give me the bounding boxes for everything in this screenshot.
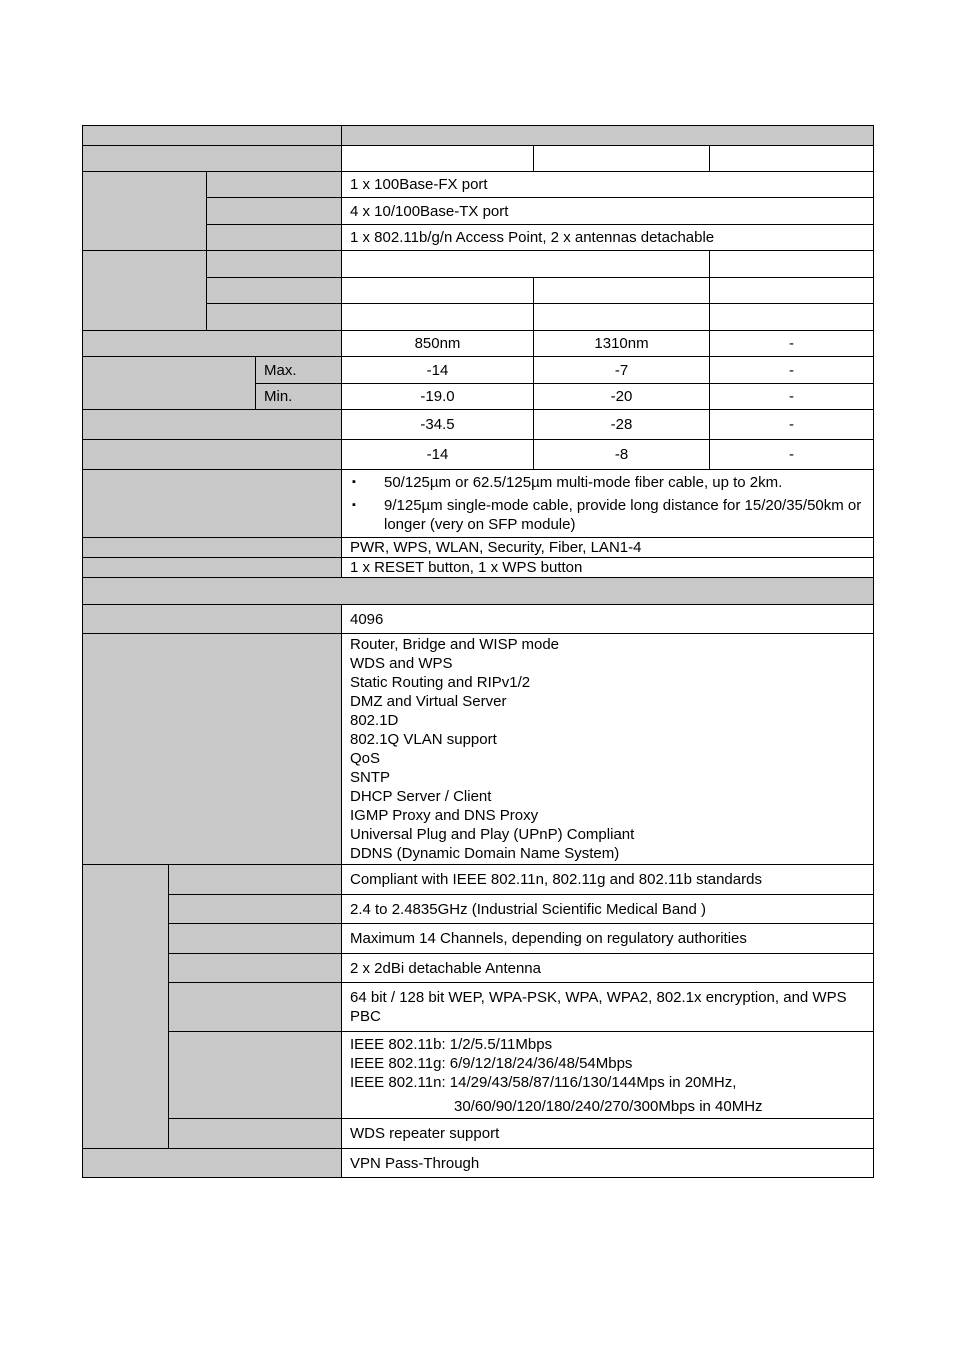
feature-item: 802.1Q VLAN support [350, 731, 497, 748]
wireless-security-label [169, 983, 342, 1032]
feature-item: Static Routing and RIPv1/2 [350, 674, 531, 691]
wireless-port-label [207, 225, 342, 251]
tx-power-label [83, 357, 256, 410]
distance-value-2 [534, 304, 710, 331]
button-label [83, 558, 342, 578]
mac-table-row [83, 605, 874, 634]
spec-sheet [82, 125, 873, 1178]
wireless-repeater-value: WDS repeater support [342, 1119, 874, 1149]
distance-value-1 [342, 304, 534, 331]
wireless-rates-label [169, 1032, 342, 1119]
distance-label [207, 304, 342, 331]
model-label-cell [83, 146, 342, 172]
header-value-cell [342, 126, 874, 146]
wireless-repeater-row [83, 1119, 874, 1149]
vpn-label [83, 1149, 342, 1178]
saturation-value-3: - [710, 440, 874, 470]
button-row [83, 558, 874, 578]
tx-max-value-2: -7 [534, 357, 710, 384]
feature-item: Router, Bridge and WISP mode [350, 636, 560, 653]
wavelength-value-2: 1310nm [534, 331, 710, 357]
tx-max-value-3: - [710, 357, 874, 384]
connector-label [207, 251, 342, 278]
vpn-row [83, 1149, 874, 1178]
saturation-value-2: -8 [534, 440, 710, 470]
sensitivity-value-2: -28 [534, 410, 710, 440]
tx-min-value-2: -20 [534, 384, 710, 410]
tx-min-value-1: -19.0 [342, 384, 534, 410]
software-section-row [83, 578, 874, 605]
lan-port-value: 4 x 10/100Base-TX port [342, 198, 874, 225]
led-row [83, 538, 874, 558]
wireless-rates-value [342, 1032, 874, 1119]
mac-table-value: 4096 [342, 605, 874, 634]
saturation-value-1: -14 [342, 440, 534, 470]
feature-item: DMZ and Virtual Server [350, 693, 507, 710]
list-item: ▪ 9/125µm single-mode cable, provide long distance for 15/20/35/50km or longer (very on SFP module) [352, 497, 862, 533]
led-value: PWR, WPS, WLAN, Security, Fiber, LAN1-4 [342, 538, 874, 558]
model-row [83, 146, 874, 172]
rate-item-continued: 30/60/90/120/180/240/270/300Mbps in 40MHz [454, 1097, 763, 1115]
wireless-security-value: 64 bit / 128 bit WEP, WPA-PSK, WPA, WPA2, 802.1x encryption, and WPS PBC [342, 983, 874, 1032]
rate-item: IEEE 802.11b: 1/2/5.5/11Mbps [350, 1035, 553, 1053]
saturation-row [83, 440, 874, 470]
wireless-rates-row [83, 1032, 874, 1119]
wireless-channels-value: Maximum 14 Channels, depending on regulatory authorities [342, 924, 874, 954]
wireless-security-row [83, 983, 874, 1032]
spec-table [82, 125, 874, 1178]
fiber-port-row [83, 172, 874, 198]
features-label [83, 634, 342, 865]
mac-table-label [83, 605, 342, 634]
feature-item: 802.1D [350, 712, 399, 729]
tx-max-value-1: -14 [342, 357, 534, 384]
rate-item: IEEE 802.11g: 6/9/12/18/24/36/48/54Mbps [350, 1054, 633, 1072]
header-row [83, 126, 874, 146]
feature-item: QoS [350, 750, 381, 767]
header-label-cell [83, 126, 342, 146]
wireless-antenna-label [169, 954, 342, 983]
features-row [83, 634, 874, 865]
fiber-mode-label [207, 278, 342, 304]
fiber-mode-value-2 [534, 278, 710, 304]
wireless-antenna-value: 2 x 2dBi detachable Antenna [342, 954, 874, 983]
wireless-channels-label [169, 924, 342, 954]
model-cell-1 [342, 146, 534, 172]
cable-row [83, 470, 874, 538]
model-cell-3 [710, 146, 874, 172]
rate-item: IEEE 802.11n: 14/29/43/58/87/116/130/144Mps in 20MHz, [350, 1073, 737, 1091]
tx-min-value-3: - [710, 384, 874, 410]
cable-label [83, 470, 342, 538]
wavelength-value-1: 850nm [342, 331, 534, 357]
wireless-port-value: 1 x 802.11b/g/n Access Point, 2 x antennas detachable [342, 225, 874, 251]
ports-group-label [83, 172, 207, 251]
sensitivity-label [83, 410, 342, 440]
tx-min-label: Min. [256, 384, 342, 410]
feature-item: Universal Plug and Play (UPnP) Compliant [350, 826, 635, 843]
wireless-standard-row [83, 865, 874, 895]
wireless-frequency-value: 2.4 to 2.4835GHz (Industrial Scientific Medical Band ) [342, 895, 874, 924]
connector-value-1 [342, 251, 710, 278]
wireless-repeater-label [169, 1119, 342, 1149]
wireless-group-label [83, 865, 169, 1149]
feature-item: DHCP Server / Client [350, 788, 492, 805]
fiber-group-label [83, 251, 207, 331]
fiber-port-value: 1 x 100Base-FX port [342, 172, 874, 198]
tx-max-row [83, 357, 874, 384]
wavelength-value-3: - [710, 331, 874, 357]
wireless-channels-row [83, 924, 874, 954]
lan-port-label [207, 198, 342, 225]
wireless-standard-label [169, 865, 342, 895]
cable-list [350, 473, 865, 534]
list-item: ▪ 50/125µm or 62.5/125µm multi-mode fiber cable, up to 2km. [352, 474, 783, 491]
sensitivity-value-3: - [710, 410, 874, 440]
feature-item: IGMP Proxy and DNS Proxy [350, 807, 539, 824]
square-bullet-icon: ▪ [352, 499, 356, 511]
square-bullet-icon: ▪ [352, 476, 356, 488]
wireless-frequency-row [83, 895, 874, 924]
fiber-port-label [207, 172, 342, 198]
cable-value [342, 470, 874, 538]
wireless-frequency-label [169, 895, 342, 924]
distance-value-3 [710, 304, 874, 331]
button-value: 1 x RESET button, 1 x WPS button [342, 558, 874, 578]
model-cell-2 [534, 146, 710, 172]
wavelength-label [83, 331, 342, 357]
connector-row [83, 251, 874, 278]
fiber-mode-value-3 [710, 278, 874, 304]
tx-max-label: Max. [256, 357, 342, 384]
feature-item: WDS and WPS [350, 655, 453, 672]
feature-item: DDNS (Dynamic Domain Name System) [350, 845, 620, 862]
wavelength-row [83, 331, 874, 357]
wireless-standard-value: Compliant with IEEE 802.11n, 802.11g and 802.11b standards [342, 865, 874, 895]
software-section-header [83, 578, 874, 605]
features-value [342, 634, 874, 865]
connector-value-2 [710, 251, 874, 278]
sensitivity-value-1: -34.5 [342, 410, 534, 440]
saturation-label [83, 440, 342, 470]
led-label [83, 538, 342, 558]
vpn-value: VPN Pass-Through [342, 1149, 874, 1178]
wireless-antenna-row [83, 954, 874, 983]
feature-item: SNTP [350, 769, 391, 786]
sensitivity-row [83, 410, 874, 440]
fiber-mode-value-1 [342, 278, 534, 304]
